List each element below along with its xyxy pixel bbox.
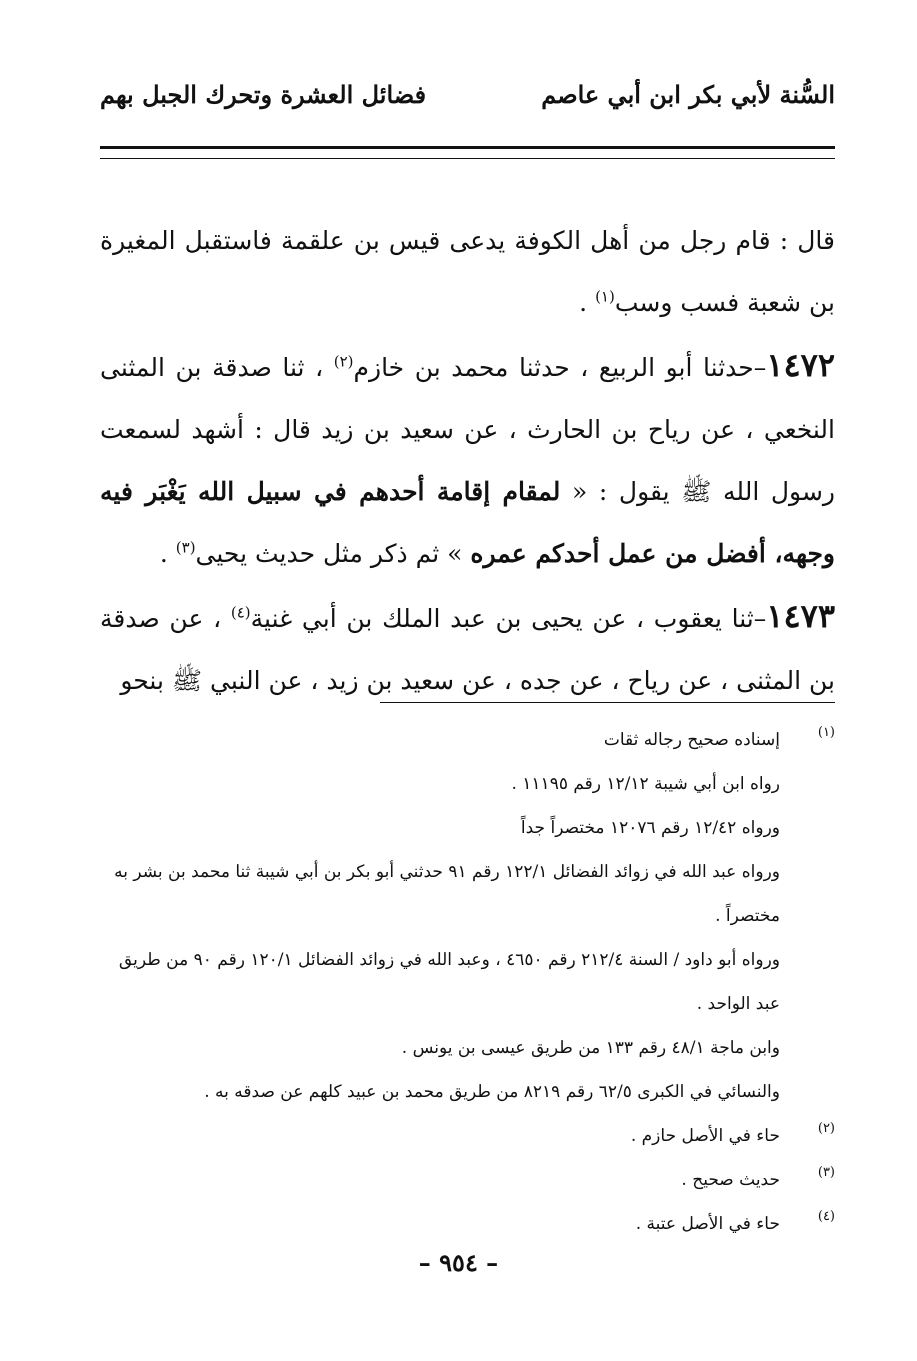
footnote-line: ورواه عبد الله في زوائد الفضائل ١٢٢/١ رقم ٩١ حدثني أبو بكر بن أبي شيبة ثنا محمد بن بشر به مختصراً . bbox=[114, 862, 780, 926]
hadith-1472: ١٤٧٢–حدثنا أبو الربيع ، حدثنا محمد بن خازم$^{(٢)}$ ، ثنا صدقة بن المثنى النخعي ، عن رياح بن الحارث ، عن سعيد بن زيد قال : أشهد لسمعت رسول الله ﷺ يقول : « لمقام إقامة أحدهم في سبيل الله يَغْبَر فيه وجهه، أفضل من عمل أحدكم عمره » ثم ذكر مثل حديث يحيى$^{(٣)}$ . bbox=[100, 346, 835, 568]
footnotes bbox=[100, 718, 835, 1246]
footnote-mark: (١) bbox=[817, 725, 835, 740]
footnote-line: إسناده صحيح رجاله ثقات bbox=[603, 730, 780, 750]
footnote-mark: (٤) bbox=[817, 1209, 835, 1224]
footnote-line: ورواه ١٢/٤٢ رقم ١٢٠٧٦ مختصراً جداً bbox=[520, 818, 780, 838]
chapter-title: فضائل العشرة وتحرك الجبل بهم bbox=[100, 79, 427, 109]
footnote-ref: (٤) bbox=[230, 603, 251, 622]
footnote-separator bbox=[380, 702, 835, 703]
footnote-line: حاء في الأصل حازم . bbox=[630, 1126, 780, 1146]
footnote-mark: (٢) bbox=[817, 1121, 835, 1136]
footnote-line: ورواه أبو داود / السنة ٢١٢/٤ رقم ٤٦٥٠ ، وعبد الله في زوائد الفضائل ١٢٠/١ رقم ٩٠ من طريق عبد الواحد . bbox=[118, 950, 780, 1014]
footnote-line: رواه ابن أبي شيبة ١٢/١٢ رقم ١١١٩٥ . bbox=[511, 774, 780, 794]
paragraph-intro: قال : قام رجل من أهل الكوفة يدعى قيس بن علقمة فاستقبل المغيرة بن شعبة فسب وسب$^{(١)}$ . bbox=[100, 226, 835, 317]
hadith-number: ١٤٧٢ bbox=[766, 346, 835, 384]
header-rule-thin bbox=[100, 158, 835, 159]
footnote-mark: (٣) bbox=[817, 1165, 835, 1180]
page-header bbox=[100, 74, 835, 114]
footnote-line: حاء في الأصل عتبة . bbox=[635, 1214, 780, 1234]
footnote-line: وابن ماجة ٤٨/١ رقم ١٣٣ من طريق عيسى بن يونس . bbox=[401, 1038, 780, 1058]
footnote-line: والنسائي في الكبرى ٦٢/٥ رقم ٨٢١٩ من طريق محمد بن عبيد كلهم عن صدقه به . bbox=[204, 1082, 780, 1102]
footnote-4 bbox=[100, 1202, 835, 1246]
footnote-ref: (٢) bbox=[333, 352, 354, 371]
hadith-number: ١٤٧٣ bbox=[766, 597, 835, 635]
main-text bbox=[100, 210, 835, 712]
footnote-3 bbox=[100, 1158, 835, 1202]
footnote-ref: (٣) bbox=[175, 538, 196, 557]
page-number: – ٩٥٤ – bbox=[418, 1248, 499, 1277]
footnote-ref: (١) bbox=[595, 287, 615, 306]
hadith-1473: ١٤٧٣–ثنا يعقوب ، عن يحيى بن عبد الملك بن أبي غنية$^{(٤)}$ ، عن صدقة بن المثنى ، عن رياح ، عن جده ، عن سعيد بن زيد ، عن النبي ﷺ بنحو bbox=[100, 597, 835, 695]
book-title: السُّنة لأبي بكر ابن أبي عاصم bbox=[541, 79, 835, 109]
footnote-line: حديث صحيح . bbox=[681, 1170, 780, 1190]
header-rule-thick bbox=[100, 146, 835, 149]
hadith-text: لمقام إقامة أحدهم في سبيل الله يَغْبَر فيه وجهه، أفضل من عمل أحدكم عمره bbox=[100, 477, 835, 568]
footnote-2 bbox=[100, 1114, 835, 1158]
footnote-1 bbox=[100, 718, 835, 1114]
